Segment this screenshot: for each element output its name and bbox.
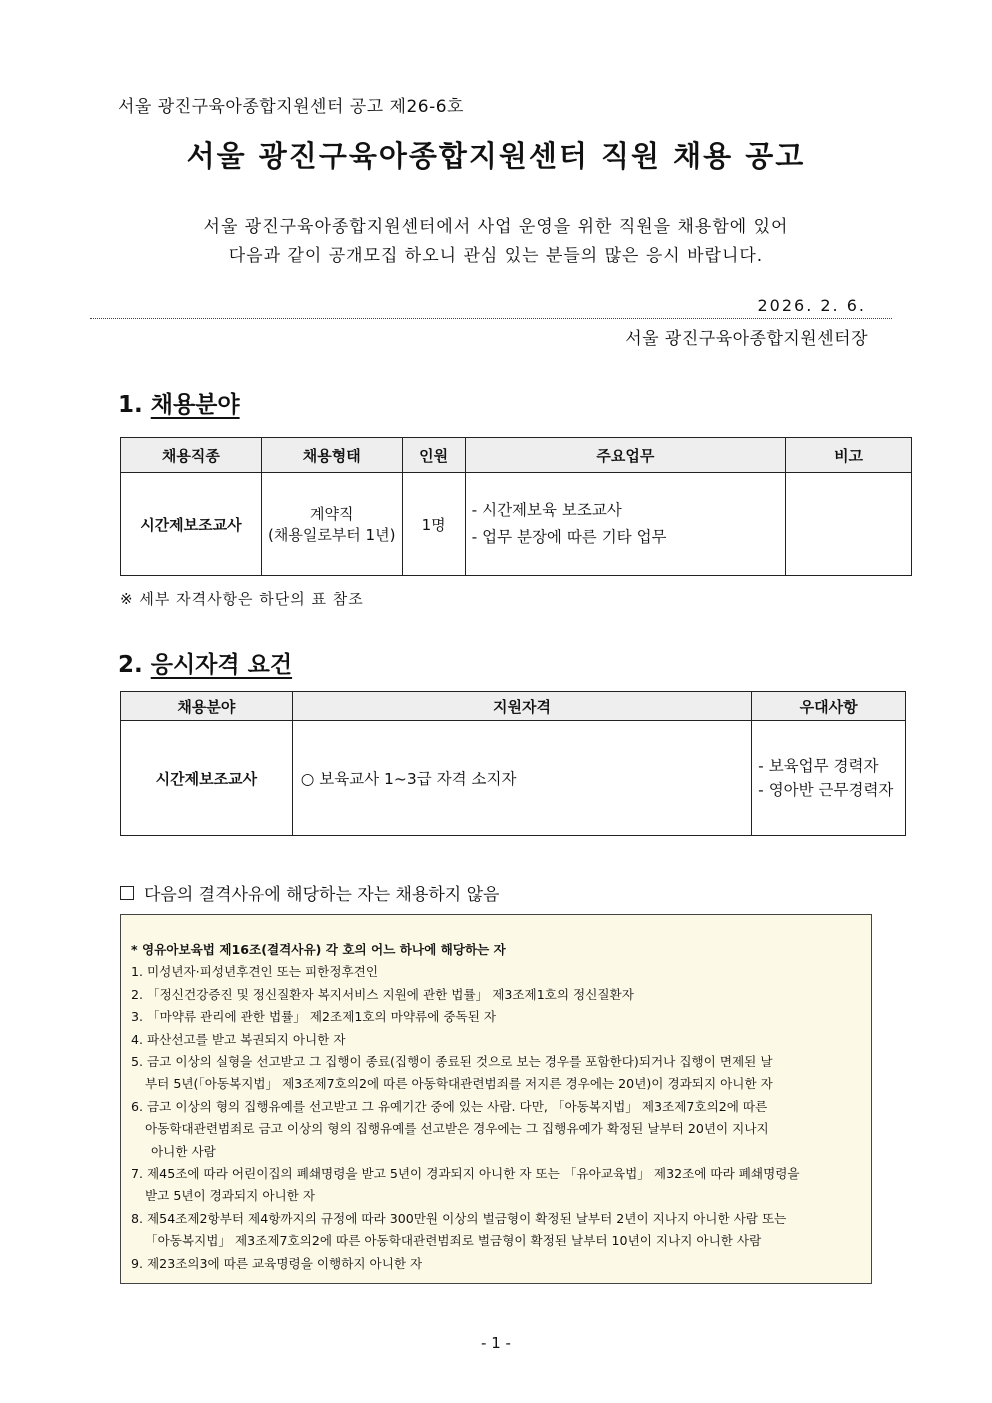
disqualification-box-title: * 영유아보육법 제16조(결격사유) 각 호의 어느 하나에 해당하는 자: [131, 942, 506, 957]
list-item-continued: 부터 5년(「아동복지법」 제3조제7호의2에 따른 아동학대관련범죄를 저지른 경우에는 20년)이 경과되지 아니한 자: [145, 1076, 773, 1092]
cell-duty-line1: - 시간제보육 보조교사: [471, 501, 622, 519]
col-header-qualification: 지원자격: [292, 692, 751, 721]
col-header-field: 채용분야: [121, 692, 293, 721]
list-item-continued: 「아동복지법」 제3조제7호의2에 따른 아동학대관련범죄로 벌금형이 확정된 날부터 10년이 지나지 아니한 사람: [145, 1233, 762, 1249]
table-row: [121, 721, 906, 836]
table-header-row: [121, 692, 906, 721]
cell-count: 1명: [402, 473, 465, 576]
list-item-continued: 아니한 사람: [151, 1143, 216, 1159]
list-item: 8. 제54조제2항부터 제4항까지의 규정에 따라 300만원 이상의 벌금형이 확정된 날부터 2년이 지나지 아니한 사람 또는: [131, 1210, 787, 1226]
page-title: 서울 광진구육아종합지원센터 직원 채용 공고: [186, 139, 806, 173]
intro-line-2: 다음과 같이 공개모집 하오니 관심 있는 분들의 많은 응시 바랍니다.: [228, 246, 764, 266]
list-item-continued: 받고 5년이 경과되지 아니한 자: [145, 1188, 316, 1204]
table-row: [121, 473, 912, 576]
col-header-duty: 주요업무: [465, 438, 786, 473]
list-item: 6. 금고 이상의 형의 집행유예를 선고받고 그 유예기간 중에 있는 사람. 다만, 「아동복지법」 제3조제7호의2에 따른: [131, 1098, 768, 1114]
disqualification-heading: [120, 880, 499, 905]
page-number: - 1 -: [481, 1334, 511, 1352]
cell-type-line2: (채용일로부터 1년): [268, 526, 396, 544]
section-2-label: 응시자격 요건: [150, 652, 293, 678]
list-item: 5. 금고 이상의 실형을 선고받고 그 집행이 종료(집행이 종료된 것으로 보는 경우를 포함한다)되거나 집행이 면제된 날: [131, 1054, 773, 1070]
cell-field: 시간제보조교사: [121, 721, 293, 836]
checkbox-square-icon: [120, 886, 134, 900]
section-1-label: 채용분야: [150, 392, 240, 418]
list-item: 3. 「마약류 관리에 관한 법률」 제2조제1호의 마약류에 중독된 자: [131, 1009, 497, 1025]
list-item: 1. 미성년자·피성년후견인 또는 피한정후견인: [131, 964, 379, 980]
section-2-number: 2.: [118, 652, 143, 678]
cell-remark: [786, 473, 912, 576]
qualification-table: [120, 691, 906, 836]
recruitment-table: [120, 437, 912, 576]
list-item: 9. 제23조의3에 따른 교육명령을 이행하지 아니한 자: [131, 1255, 423, 1271]
notice-number: 서울 광진구육아종합지원센터 공고 제26-6호: [118, 97, 464, 117]
section-1-heading: [118, 386, 240, 419]
cell-preference-line2: - 영아반 근무경력자: [758, 781, 894, 799]
disqualification-box: [120, 914, 872, 1284]
section-2-heading: [118, 646, 292, 679]
cell-preference-line1: - 보육업무 경력자: [758, 757, 879, 775]
cell-qualification: ○ 보육교사 1~3급 자격 소지자: [292, 721, 751, 836]
section-1-number: 1.: [118, 392, 143, 418]
table-header-row: [121, 438, 912, 473]
list-item: 7. 제45조에 따라 어린이집의 폐쇄명령을 받고 5년이 경과되지 아니한 자 또는 「유아교육법」 제32조에 따라 폐쇄명령을: [131, 1166, 800, 1182]
col-header-remark: 비고: [786, 438, 912, 473]
cell-duty: [465, 473, 786, 576]
notice-date: 2026. 2. 6.: [757, 296, 866, 315]
col-header-type: 채용형태: [261, 438, 402, 473]
list-item-continued: 아동학대관련범죄로 금고 이상의 형의 집행유예를 선고받은 경우에는 그 집행유예가 확정된 날부터 20년이 지나지: [145, 1121, 769, 1137]
cell-duty-line2: - 업무 분장에 따른 기타 업무: [471, 528, 667, 546]
list-item: 4. 파산선고를 받고 복권되지 아니한 자: [131, 1031, 346, 1047]
signer: 서울 광진구육아종합지원센터장: [625, 329, 868, 349]
col-header-job: 채용직종: [121, 438, 262, 473]
list-item: 2. 「정신건강증진 및 정신질환자 복지서비스 지원에 관한 법률」 제3조제1호의 정신질환자: [131, 986, 634, 1002]
col-header-count: 인원: [402, 438, 465, 473]
cell-type-line1: 계약직: [309, 505, 354, 523]
cell-job: 시간제보조교사: [121, 473, 262, 576]
intro-line-1: 서울 광진구육아종합지원센터에서 사업 운영을 위한 직원을 채용함에 있어: [203, 217, 789, 237]
col-header-preference: 우대사항: [752, 692, 906, 721]
dotted-divider: [90, 318, 892, 319]
cell-type: [261, 473, 402, 576]
detail-note: ※ 세부 자격사항은 하단의 표 참조: [120, 590, 364, 608]
cell-preference: [752, 721, 906, 836]
disqualification-heading-text: 다음의 결격사유에 해당하는 자는 채용하지 않음: [144, 885, 500, 905]
